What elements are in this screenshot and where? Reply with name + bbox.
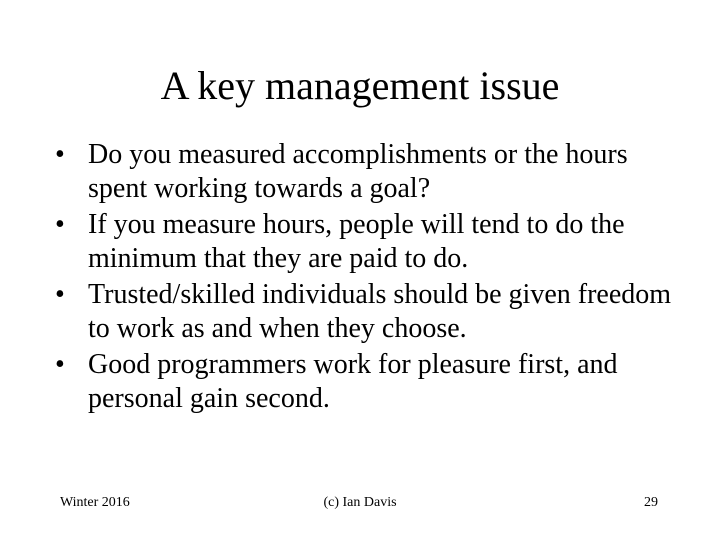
bullet-text: Do you measured accomplishments or the hours spent working towards a goal?: [88, 139, 628, 204]
page-number: 29: [644, 495, 658, 510]
footer-author: (c) Ian Davis: [323, 495, 397, 510]
bullet-text: Trusted/skilled individuals should be given freedom to work as and when they choose.: [88, 279, 672, 344]
bullet-marker-icon: •: [55, 279, 65, 310]
bullet-text: Good programmers work for pleasure first, and personal gain second.: [88, 349, 618, 414]
bullet-text: If you measure hours, people will tend to do the minimum that they are paid to do.: [88, 209, 625, 274]
bullet-marker-icon: •: [55, 209, 65, 240]
bullet-item: [55, 278, 675, 346]
footer-date: Winter 2016: [60, 495, 130, 510]
bullet-marker-icon: •: [55, 349, 65, 380]
slide-title: A key management issue: [160, 63, 560, 108]
bullet-item: [55, 138, 675, 206]
bullet-item: [55, 348, 675, 416]
bullet-item: [55, 208, 675, 276]
bullet-list: [55, 138, 675, 418]
bullet-marker-icon: •: [55, 139, 65, 170]
